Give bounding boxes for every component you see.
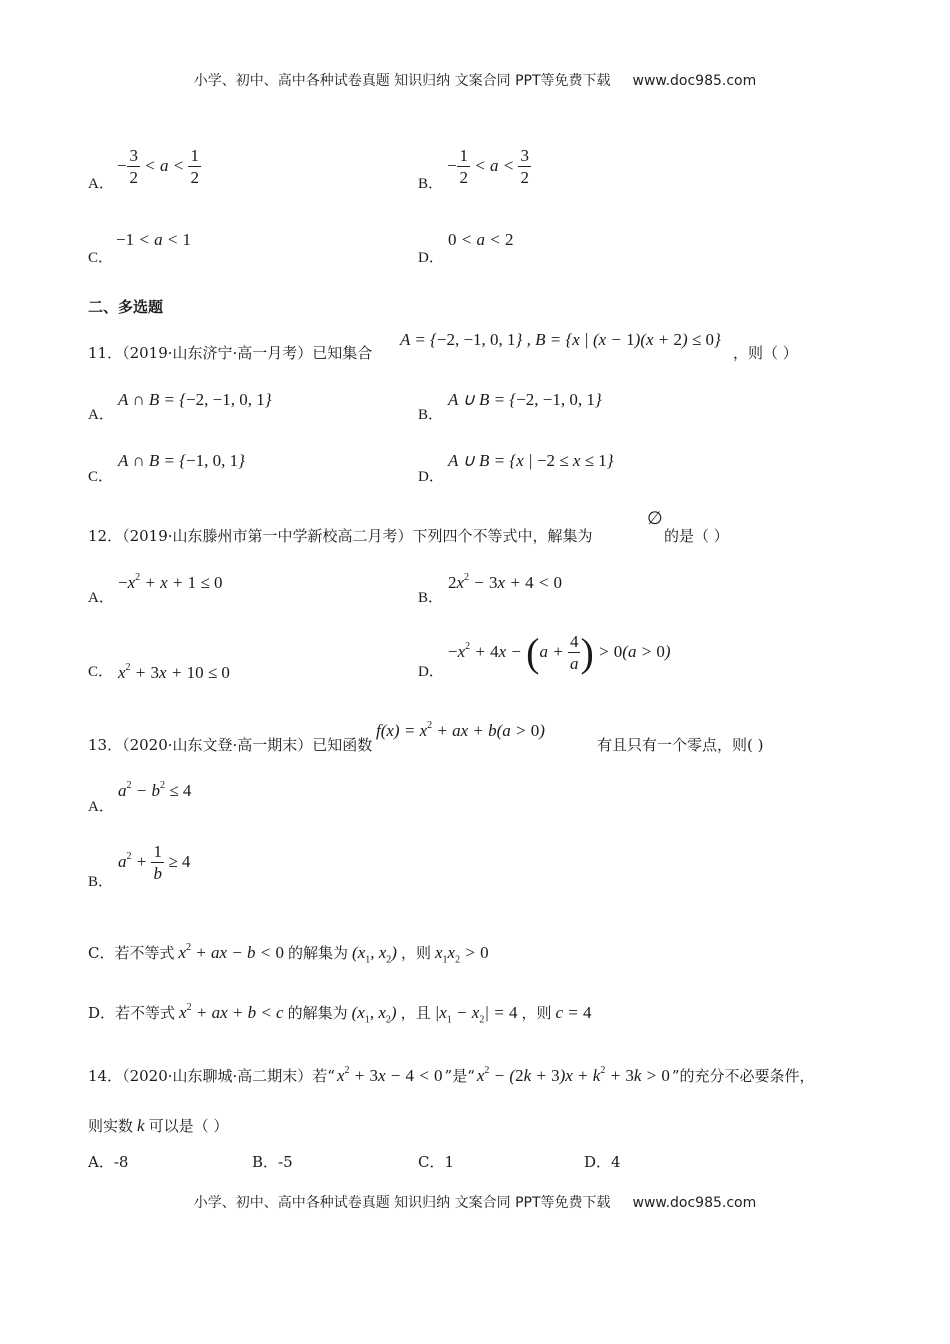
- q14-option-c-value: 1: [444, 1153, 455, 1171]
- q10-option-b-label[interactable]: B．: [418, 176, 444, 192]
- section-title: 二、多选题: [88, 298, 164, 316]
- q10-option-c-label[interactable]: C．: [88, 250, 114, 266]
- q13-option-d-label: D．: [88, 1004, 116, 1022]
- q14-option-d-label: D．: [584, 1153, 612, 1171]
- q12-option-d-math: $-x^2 + 4x - (a$ + $\frac{4}{a}$ ) > 0(a > 0): [448, 630, 671, 676]
- q14-option-b-label: B．: [252, 1153, 279, 1171]
- q12-tail: 的是（ ）: [664, 527, 729, 545]
- q14-option-a-value: -8: [113, 1153, 129, 1171]
- q12-stem: [88, 525, 593, 546]
- q14-stem-line2: [88, 1115, 228, 1136]
- q14-option-b[interactable]: [252, 1151, 293, 1172]
- q14-line2a: 则实数: [88, 1117, 134, 1135]
- q12-option-b-label[interactable]: B．: [418, 590, 444, 606]
- q14-cond2: $x^2 - (2k + 3)x + k^2 + 3k > 0$: [476, 1065, 670, 1085]
- q11-option-b-math: A ∪ B = {−2, −1, 0, 1}: [448, 390, 602, 409]
- q11-option-a-label[interactable]: A．: [88, 407, 114, 423]
- q12-option-a-label[interactable]: A．: [88, 590, 114, 606]
- q13-option-d[interactable]: [88, 1002, 596, 1025]
- q13-option-d-text2: 的解集为: [287, 1004, 348, 1022]
- q13-option-d-text4: ，则: [521, 1004, 552, 1022]
- page-header: [0, 70, 950, 90]
- q11-option-b-label[interactable]: B．: [418, 407, 444, 423]
- q13-option-d-math2: ($x_1$, $x_2$): [351, 1003, 397, 1026]
- q13-option-c-text2: 的解集为: [288, 944, 349, 962]
- q11-number: 11．: [88, 344, 123, 362]
- q13-option-c[interactable]: [88, 942, 493, 965]
- q14-tail: ”的充分不必要条件，: [671, 1067, 815, 1085]
- q13-option-c-math1: $x^2$ + ax − b < 0: [178, 942, 285, 962]
- q13-option-d-math3: $|x_1 - x_2| = 4$: [434, 1003, 518, 1026]
- q14-stem: [88, 1065, 815, 1086]
- footer-text: 小学、初中、高中各种试卷真题 知识归纳 文案合同 PPT等免费下载: [193, 1195, 611, 1211]
- q14-option-c[interactable]: [418, 1151, 454, 1172]
- header-site-link[interactable]: www.doc985.com: [632, 73, 757, 89]
- q14-option-d[interactable]: [584, 1151, 621, 1172]
- q11-tail: ，则（ ）: [733, 344, 798, 362]
- q13-stem: [88, 734, 372, 755]
- q14-mid: ”是“: [444, 1067, 475, 1085]
- q11-option-c-label[interactable]: C．: [88, 469, 114, 485]
- header-text: 小学、初中、高中各种试卷真题 知识归纳 文案合同 PPT等免费下载: [193, 73, 611, 89]
- q12-option-b-math: $2x^2 - 3x + 4 < 0$: [448, 572, 563, 592]
- q11-option-a-math: A ∩ B = {−2, −1, 0, 1}: [118, 390, 272, 409]
- footer-site-link[interactable]: www.doc985.com: [632, 1195, 757, 1211]
- q13-option-a-math: $a^2 - b^2 \le 4$: [118, 780, 192, 800]
- q12-option-c-math: $x^2 + 3x + 10 \le 0$: [118, 662, 230, 682]
- q11-option-d-math: A ∪ B = {x | −2 ≤ x ≤ 1}: [448, 451, 614, 470]
- q12-number: 12．: [88, 527, 123, 545]
- q13-option-a-label[interactable]: A．: [88, 799, 114, 815]
- q13-option-d-math4: c = 4: [555, 1003, 592, 1022]
- q13-option-c-label: C．: [88, 944, 115, 962]
- q14-var: k: [137, 1116, 145, 1135]
- q14-option-a-label: A．: [88, 1153, 114, 1171]
- q11-set-a-b: A = {−2, −1, 0, 1} , B = {x | (x − 1)(x + 2) ≤ 0}: [400, 330, 721, 349]
- q13-option-c-math3: $x_1x_2 > 0$: [434, 943, 489, 966]
- q14-line2b: 可以是（ ）: [148, 1117, 229, 1135]
- q14-option-b-value: -5: [278, 1153, 293, 1171]
- q12-option-a-math: $-x^2 + x + 1 \le 0$: [118, 572, 223, 592]
- q10-option-c-math: −1 < a < 1: [116, 230, 192, 249]
- q13-tail: 有且只有一个零点，则( ): [597, 736, 764, 754]
- q13-source: （2020·山东文登·高一期末）已知函数: [122, 736, 373, 754]
- q13-option-d-text3: ，且: [400, 1004, 431, 1022]
- q13-option-c-text3: ，则: [400, 944, 431, 962]
- q12-option-d-label[interactable]: D．: [418, 664, 444, 680]
- q11-option-d-label[interactable]: D．: [418, 469, 444, 485]
- q14-cond1: $x^2 + 3x - 4 < 0$: [336, 1065, 443, 1085]
- q13-number: 13．: [88, 736, 123, 754]
- q10-option-d-label[interactable]: D．: [418, 250, 444, 266]
- q13-option-b-label[interactable]: B．: [88, 874, 114, 890]
- q13-option-b-math: $a^2$ + $\frac{1}{b}$ ≥ 4: [118, 842, 191, 883]
- q13-option-d-text1: 若不等式: [115, 1004, 176, 1022]
- page-footer: [0, 1192, 950, 1212]
- q10-option-a-math: − $\frac{3}{2}$ < a < $\frac{1}{2}$: [116, 146, 199, 187]
- q11-stem: [88, 342, 372, 363]
- q11-source: （2019·山东济宁·高一月考）已知集合: [122, 344, 373, 362]
- q10-option-d-math: 0 < a < 2: [448, 230, 514, 249]
- q11-option-c-math: A ∩ B = {−1, 0, 1}: [118, 451, 245, 470]
- q13-option-d-math1: $x^2$ + ax + b < c: [179, 1002, 284, 1022]
- q13-option-c-math2: ($x_1$, $x_2$): [352, 943, 397, 966]
- q12-empty-set: ∅: [647, 508, 663, 528]
- q14-option-a[interactable]: [88, 1151, 128, 1172]
- q10-option-a-label[interactable]: A．: [88, 176, 114, 192]
- q14-option-c-label: C．: [418, 1153, 445, 1171]
- q13-function: $f(x) = x^2$ + ax + b(a > 0): [376, 720, 545, 740]
- q12-source: （2019·山东滕州市第一中学新校高二月考）下列四个不等式中，解集为: [122, 527, 593, 545]
- q12-option-c-label[interactable]: C．: [88, 664, 114, 680]
- q14-option-d-value: 4: [611, 1153, 621, 1171]
- q14-source: （2020·山东聊城·高二期末）若“: [122, 1067, 335, 1085]
- q14-number: 14．: [88, 1067, 123, 1085]
- q10-option-b-math: − $\frac{1}{2}$ < a < $\frac{3}{2}$: [446, 146, 529, 187]
- q13-option-c-text1: 若不等式: [114, 944, 175, 962]
